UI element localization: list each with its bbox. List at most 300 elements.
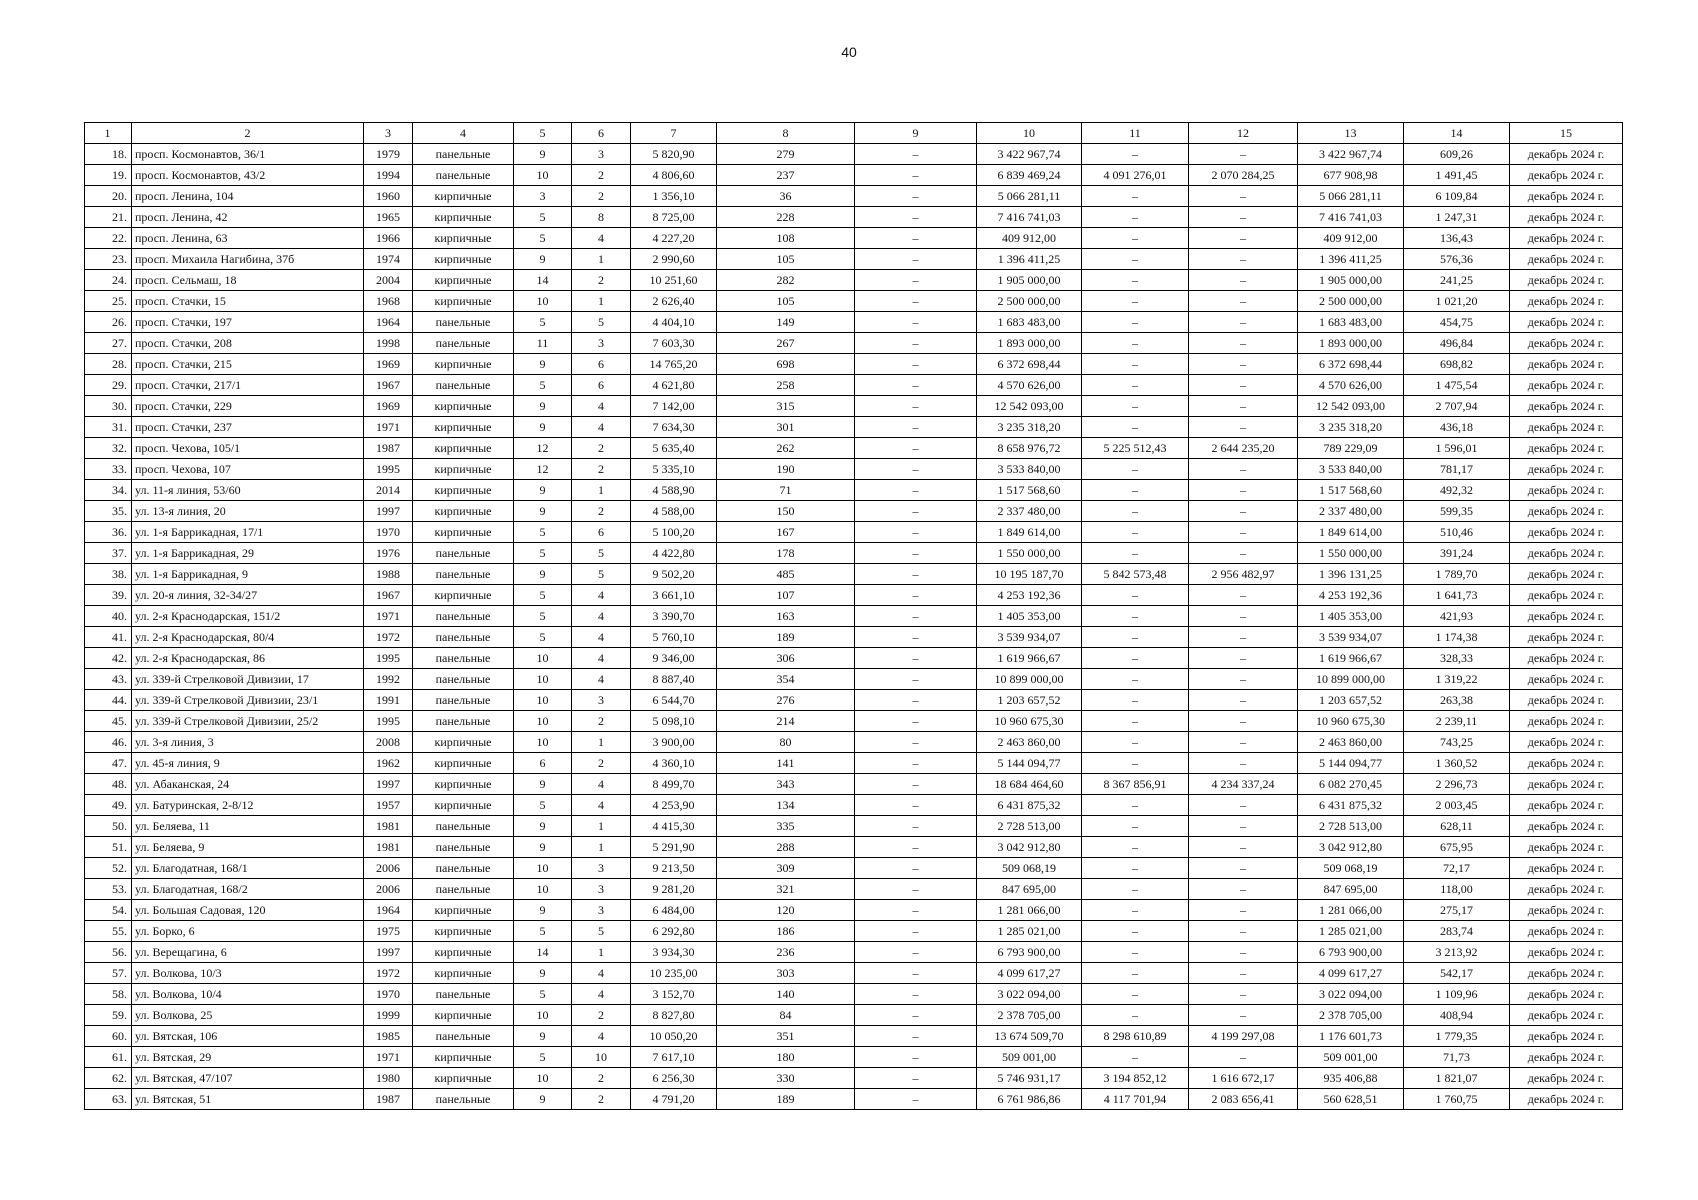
table-cell: – — [855, 732, 977, 753]
table-cell: 303 — [717, 963, 855, 984]
table-cell: 59. — [85, 1005, 132, 1026]
table-cell: – — [855, 606, 977, 627]
table-cell: 27. — [85, 333, 132, 354]
table-cell: 288 — [717, 837, 855, 858]
table-cell: 3 022 094,00 — [1298, 984, 1404, 1005]
table-cell: 5 — [572, 564, 631, 585]
table-cell: – — [855, 711, 977, 732]
table-cell: 236 — [717, 942, 855, 963]
table-cell: 1971 — [364, 417, 413, 438]
table-cell: 50. — [85, 816, 132, 837]
table-cell: панельные — [413, 711, 514, 732]
table-cell: – — [855, 837, 977, 858]
table-cell: 51. — [85, 837, 132, 858]
table-row — [85, 732, 1623, 753]
table-cell: 7 416 741,03 — [1298, 207, 1404, 228]
table-cell: декабрь 2024 г. — [1510, 711, 1623, 732]
table-cell: – — [855, 1005, 977, 1026]
table-cell: 328,33 — [1404, 648, 1510, 669]
table-cell: 1 616 672,17 — [1189, 1068, 1298, 1089]
table-cell: 4 — [572, 627, 631, 648]
table-cell: 214 — [717, 711, 855, 732]
table-cell: панельные — [413, 879, 514, 900]
table-cell: – — [1189, 585, 1298, 606]
table-cell: 8 499,70 — [631, 774, 717, 795]
table-cell: 228 — [717, 207, 855, 228]
table-cell: 47. — [85, 753, 132, 774]
table-cell: 108 — [717, 228, 855, 249]
table-cell: 1 849 614,00 — [1298, 522, 1404, 543]
table-cell: 675,95 — [1404, 837, 1510, 858]
table-cell: 1 — [572, 942, 631, 963]
table-cell: панельные — [413, 1089, 514, 1110]
table-cell: 509 068,19 — [1298, 858, 1404, 879]
table-cell: 5 066 281,11 — [977, 186, 1082, 207]
table-cell: ул. Абаканская, 24 — [132, 774, 364, 795]
table-cell: 10 195 187,70 — [977, 564, 1082, 585]
table-cell: 41. — [85, 627, 132, 648]
table-cell: 4 — [572, 648, 631, 669]
table-cell: 1 789,70 — [1404, 564, 1510, 585]
table-cell: декабрь 2024 г. — [1510, 165, 1623, 186]
table-cell: – — [1082, 732, 1189, 753]
column-header-5: 5 — [514, 123, 572, 144]
table-cell: 1987 — [364, 438, 413, 459]
table-cell: просп. Космонавтов, 43/2 — [132, 165, 364, 186]
table-cell: 4 253,90 — [631, 795, 717, 816]
table-cell: 6 431 875,32 — [977, 795, 1082, 816]
table-cell: ул. Беляева, 9 — [132, 837, 364, 858]
table-cell: 14 765,20 — [631, 354, 717, 375]
table-cell: 5 — [514, 1047, 572, 1068]
table-cell: 5 — [514, 207, 572, 228]
table-cell: 53. — [85, 879, 132, 900]
column-header-11: 11 — [1082, 123, 1189, 144]
table-cell: 5 — [514, 795, 572, 816]
table-cell: декабрь 2024 г. — [1510, 900, 1623, 921]
table-cell: 10 050,20 — [631, 1026, 717, 1047]
table-cell: 1962 — [364, 753, 413, 774]
table-cell: 3 422 967,74 — [977, 144, 1082, 165]
table-cell: – — [1189, 543, 1298, 564]
table-row — [85, 354, 1623, 375]
table-cell: панельные — [413, 564, 514, 585]
table-cell: 10 — [514, 858, 572, 879]
table-cell: 309 — [717, 858, 855, 879]
table-cell: 576,36 — [1404, 249, 1510, 270]
table-cell: – — [1082, 312, 1189, 333]
table-cell: 4 621,80 — [631, 375, 717, 396]
table-cell: 1 619 966,67 — [977, 648, 1082, 669]
table-cell: 19. — [85, 165, 132, 186]
table-cell: – — [855, 1047, 977, 1068]
table-cell: 71,73 — [1404, 1047, 1510, 1068]
table-cell: 6 256,30 — [631, 1068, 717, 1089]
table-cell: – — [855, 375, 977, 396]
table-cell: 4 — [572, 417, 631, 438]
table-cell: декабрь 2024 г. — [1510, 375, 1623, 396]
table-cell: декабрь 2024 г. — [1510, 1089, 1623, 1110]
table-cell: 1 396 131,25 — [1298, 564, 1404, 585]
table-cell: 321 — [717, 879, 855, 900]
table-cell: декабрь 2024 г. — [1510, 417, 1623, 438]
column-header-4: 4 — [413, 123, 514, 144]
table-cell: 8 367 856,91 — [1082, 774, 1189, 795]
table-cell: – — [1189, 732, 1298, 753]
table-cell: 1999 — [364, 1005, 413, 1026]
table-cell: – — [1082, 354, 1189, 375]
table-cell: 1 396 411,25 — [1298, 249, 1404, 270]
table-cell: 1 475,54 — [1404, 375, 1510, 396]
table-cell: декабрь 2024 г. — [1510, 1047, 1623, 1068]
table-cell: 4 234 337,24 — [1189, 774, 1298, 795]
table-cell: 4 — [572, 606, 631, 627]
table-cell: 8 827,80 — [631, 1005, 717, 1026]
column-header-13: 13 — [1298, 123, 1404, 144]
table-cell: – — [1082, 1005, 1189, 1026]
table-cell: 5 760,10 — [631, 627, 717, 648]
table-cell: 6 082 270,45 — [1298, 774, 1404, 795]
table-cell: 10 251,60 — [631, 270, 717, 291]
table-cell: панельные — [413, 312, 514, 333]
table-cell: 6 544,70 — [631, 690, 717, 711]
table-cell: ул. 11-я линия, 53/60 — [132, 480, 364, 501]
table-cell: 677 908,98 — [1298, 165, 1404, 186]
table-cell: 4 091 276,01 — [1082, 165, 1189, 186]
table-cell: 62. — [85, 1068, 132, 1089]
table-cell: 1998 — [364, 333, 413, 354]
table-cell: 5 — [514, 984, 572, 1005]
table-cell: 118,00 — [1404, 879, 1510, 900]
table-cell: 4 588,00 — [631, 501, 717, 522]
table-cell: 496,84 — [1404, 333, 1510, 354]
table-cell: 3 — [572, 858, 631, 879]
table-cell: 6 793 900,00 — [977, 942, 1082, 963]
table-cell: – — [855, 858, 977, 879]
table-cell: – — [855, 354, 977, 375]
table-cell: 1 396 411,25 — [977, 249, 1082, 270]
table-cell: 2 — [572, 753, 631, 774]
table-cell: 3 — [572, 900, 631, 921]
table-cell: 3 — [572, 333, 631, 354]
table-cell: 9 346,00 — [631, 648, 717, 669]
table-cell: – — [1189, 186, 1298, 207]
table-cell: 5 — [514, 312, 572, 333]
table-cell: – — [1082, 270, 1189, 291]
table-cell: – — [855, 984, 977, 1005]
table-cell: 7 142,00 — [631, 396, 717, 417]
table-cell: 40. — [85, 606, 132, 627]
table-cell: кирпичные — [413, 417, 514, 438]
table-cell: 7 603,30 — [631, 333, 717, 354]
table-row — [85, 249, 1623, 270]
table-cell: 4 227,20 — [631, 228, 717, 249]
table-cell: 180 — [717, 1047, 855, 1068]
table-cell: просп. Ленина, 63 — [132, 228, 364, 249]
table-cell: 1 779,35 — [1404, 1026, 1510, 1047]
table-row — [85, 858, 1623, 879]
table-cell: декабрь 2024 г. — [1510, 921, 1623, 942]
table-cell: 1969 — [364, 396, 413, 417]
table-cell: 315 — [717, 396, 855, 417]
table-cell: 56. — [85, 942, 132, 963]
table-cell: ул. Вятская, 106 — [132, 1026, 364, 1047]
table-cell: 542,17 — [1404, 963, 1510, 984]
table-cell: 34. — [85, 480, 132, 501]
table-cell: 6 484,00 — [631, 900, 717, 921]
table-row — [85, 312, 1623, 333]
table-cell: 1995 — [364, 648, 413, 669]
table-cell: 6 — [514, 753, 572, 774]
table-cell: 5 820,90 — [631, 144, 717, 165]
table-cell: – — [1189, 942, 1298, 963]
table-cell: – — [1189, 858, 1298, 879]
table-cell: – — [1082, 816, 1189, 837]
table-cell: – — [1082, 396, 1189, 417]
table-cell: 48. — [85, 774, 132, 795]
table-cell: 9 213,50 — [631, 858, 717, 879]
table-row — [85, 501, 1623, 522]
table-cell: 9 — [514, 480, 572, 501]
table-cell: 10 899 000,00 — [1298, 669, 1404, 690]
table-cell: 485 — [717, 564, 855, 585]
table-cell: 105 — [717, 249, 855, 270]
table-cell: декабрь 2024 г. — [1510, 816, 1623, 837]
table-cell: 12 542 093,00 — [1298, 396, 1404, 417]
table-cell: 1 360,52 — [1404, 753, 1510, 774]
table-cell: 11 — [514, 333, 572, 354]
table-cell: 599,35 — [1404, 501, 1510, 522]
table-cell: – — [855, 690, 977, 711]
table-cell: – — [855, 1068, 977, 1089]
table-cell: 4 099 617,27 — [1298, 963, 1404, 984]
table-cell: 1987 — [364, 1089, 413, 1110]
table-cell: – — [855, 669, 977, 690]
table-cell: 36 — [717, 186, 855, 207]
table-cell: 54. — [85, 900, 132, 921]
table-row — [85, 837, 1623, 858]
table-cell: 3 152,70 — [631, 984, 717, 1005]
table-cell: 2 500 000,00 — [977, 291, 1082, 312]
table-cell: кирпичные — [413, 501, 514, 522]
table-cell: декабрь 2024 г. — [1510, 291, 1623, 312]
table-cell: – — [855, 333, 977, 354]
table-cell: – — [1082, 249, 1189, 270]
table-cell: 9 — [514, 1026, 572, 1047]
table-row — [85, 522, 1623, 543]
table-cell: 4 199 297,08 — [1189, 1026, 1298, 1047]
table-row — [85, 375, 1623, 396]
table-cell: декабрь 2024 г. — [1510, 480, 1623, 501]
table-cell: панельные — [413, 1026, 514, 1047]
table-cell: 283,74 — [1404, 921, 1510, 942]
table-cell: ул. Волкова, 25 — [132, 1005, 364, 1026]
table-cell: кирпичные — [413, 480, 514, 501]
table-cell: 1 176 601,73 — [1298, 1026, 1404, 1047]
table-cell: – — [1082, 228, 1189, 249]
table-cell: 1 — [572, 837, 631, 858]
table-cell: декабрь 2024 г. — [1510, 144, 1623, 165]
table-cell: 2 990,60 — [631, 249, 717, 270]
table-cell: – — [1082, 669, 1189, 690]
table-cell: 46. — [85, 732, 132, 753]
table-cell: 9 — [514, 564, 572, 585]
table-cell: ул. 1-я Баррикадная, 9 — [132, 564, 364, 585]
table-cell: 12 — [514, 438, 572, 459]
table-cell: 4 — [572, 1026, 631, 1047]
table-cell: – — [1082, 753, 1189, 774]
table-cell: декабрь 2024 г. — [1510, 1026, 1623, 1047]
table-cell: – — [855, 228, 977, 249]
table-cell: 1 319,22 — [1404, 669, 1510, 690]
column-header-7: 7 — [631, 123, 717, 144]
table-cell: 1975 — [364, 921, 413, 942]
table-cell: – — [855, 900, 977, 921]
table-cell: просп. Стачки, 217/1 — [132, 375, 364, 396]
table-cell: 1 — [572, 816, 631, 837]
table-row — [85, 207, 1623, 228]
table-cell: 4 791,20 — [631, 1089, 717, 1110]
table-cell: 1 517 568,60 — [1298, 480, 1404, 501]
table-cell: 1980 — [364, 1068, 413, 1089]
table-cell: 7 634,30 — [631, 417, 717, 438]
table-cell: 80 — [717, 732, 855, 753]
table-cell: 57. — [85, 963, 132, 984]
table-cell: 5 291,90 — [631, 837, 717, 858]
table-cell: 163 — [717, 606, 855, 627]
table-row — [85, 606, 1623, 627]
table-cell: декабрь 2024 г. — [1510, 543, 1623, 564]
table-cell: декабрь 2024 г. — [1510, 396, 1623, 417]
table-cell: 2008 — [364, 732, 413, 753]
table-cell: 2 — [572, 1089, 631, 1110]
table-cell: 4 404,10 — [631, 312, 717, 333]
table-cell: 136,43 — [1404, 228, 1510, 249]
table-cell: 2 728 513,00 — [1298, 816, 1404, 837]
table-cell: 9 — [514, 249, 572, 270]
table-cell: 22. — [85, 228, 132, 249]
table-cell: 43. — [85, 669, 132, 690]
table-cell: 9 281,20 — [631, 879, 717, 900]
table-cell: декабрь 2024 г. — [1510, 1068, 1623, 1089]
table-cell: 10 — [514, 732, 572, 753]
table-cell: декабрь 2024 г. — [1510, 207, 1623, 228]
table-cell: – — [1189, 207, 1298, 228]
table-cell: 4 806,60 — [631, 165, 717, 186]
table-cell: 5 — [514, 228, 572, 249]
table-cell: 35. — [85, 501, 132, 522]
table-cell: 10 960 675,30 — [1298, 711, 1404, 732]
table-cell: 7 617,10 — [631, 1047, 717, 1068]
table-cell: ул. Волкова, 10/3 — [132, 963, 364, 984]
table-cell: 2004 — [364, 270, 413, 291]
table-cell: 33. — [85, 459, 132, 480]
table-cell: 10 235,00 — [631, 963, 717, 984]
table-cell: 14 — [514, 270, 572, 291]
table-cell: 13 674 509,70 — [977, 1026, 1082, 1047]
table-cell: 4 — [572, 774, 631, 795]
table-row — [85, 543, 1623, 564]
table-cell: – — [1189, 228, 1298, 249]
table-cell: 408,94 — [1404, 1005, 1510, 1026]
column-header-2: 2 — [132, 123, 364, 144]
table-row — [85, 942, 1623, 963]
table-cell: 5 100,20 — [631, 522, 717, 543]
table-cell: 454,75 — [1404, 312, 1510, 333]
table-cell: 3 — [572, 690, 631, 711]
table-cell: 42. — [85, 648, 132, 669]
data-table — [84, 122, 1623, 1110]
table-cell: декабрь 2024 г. — [1510, 501, 1623, 522]
table-cell: 4 253 192,36 — [977, 585, 1082, 606]
table-cell: – — [855, 942, 977, 963]
table-cell: 23. — [85, 249, 132, 270]
table-cell: просп. Стачки, 15 — [132, 291, 364, 312]
table-cell: кирпичные — [413, 732, 514, 753]
table-cell: 2014 — [364, 480, 413, 501]
table-cell: 263,38 — [1404, 690, 1510, 711]
table-cell: 5 — [514, 522, 572, 543]
table-cell: 2 463 860,00 — [1298, 732, 1404, 753]
table-cell: – — [1189, 291, 1298, 312]
table-cell: 306 — [717, 648, 855, 669]
table-cell: – — [855, 291, 977, 312]
table-cell: 2 003,45 — [1404, 795, 1510, 816]
table-cell: – — [1189, 270, 1298, 291]
table-cell: – — [855, 480, 977, 501]
table-cell: 1 641,73 — [1404, 585, 1510, 606]
table-cell: 1971 — [364, 606, 413, 627]
table-cell: 301 — [717, 417, 855, 438]
table-cell: 9 — [514, 837, 572, 858]
table-row — [85, 564, 1623, 585]
table-cell: декабрь 2024 г. — [1510, 459, 1623, 480]
table-cell: 1 405 353,00 — [1298, 606, 1404, 627]
table-cell: кирпичные — [413, 921, 514, 942]
table-cell: 1 203 657,52 — [1298, 690, 1404, 711]
table-row — [85, 627, 1623, 648]
table-cell: – — [1082, 963, 1189, 984]
table-cell: 10 — [514, 690, 572, 711]
table-cell: панельные — [413, 144, 514, 165]
table-cell: 1 247,31 — [1404, 207, 1510, 228]
table-cell: ул. 20-я линия, 32-34/27 — [132, 585, 364, 606]
table-cell: 6 — [572, 522, 631, 543]
table-cell: 10 899 000,00 — [977, 669, 1082, 690]
table-cell: панельные — [413, 375, 514, 396]
table-cell: панельные — [413, 837, 514, 858]
table-cell: ул. 2-я Краснодарская, 86 — [132, 648, 364, 669]
table-cell: – — [1189, 963, 1298, 984]
table-cell: кирпичные — [413, 186, 514, 207]
table-cell: 2 337 480,00 — [977, 501, 1082, 522]
table-cell: – — [855, 816, 977, 837]
table-row — [85, 816, 1623, 837]
table-cell: – — [855, 795, 977, 816]
table-cell: 1964 — [364, 900, 413, 921]
table-cell: ул. 1-я Баррикадная, 17/1 — [132, 522, 364, 543]
table-cell: 1 281 066,00 — [1298, 900, 1404, 921]
table-cell: – — [1082, 585, 1189, 606]
table-cell: 3 213,92 — [1404, 942, 1510, 963]
header-row — [85, 123, 1623, 144]
table-cell: – — [1189, 711, 1298, 732]
table-cell: – — [855, 627, 977, 648]
table-cell: декабрь 2024 г. — [1510, 648, 1623, 669]
table-cell: 1968 — [364, 291, 413, 312]
table-cell: декабрь 2024 г. — [1510, 312, 1623, 333]
table-cell: 3 934,30 — [631, 942, 717, 963]
